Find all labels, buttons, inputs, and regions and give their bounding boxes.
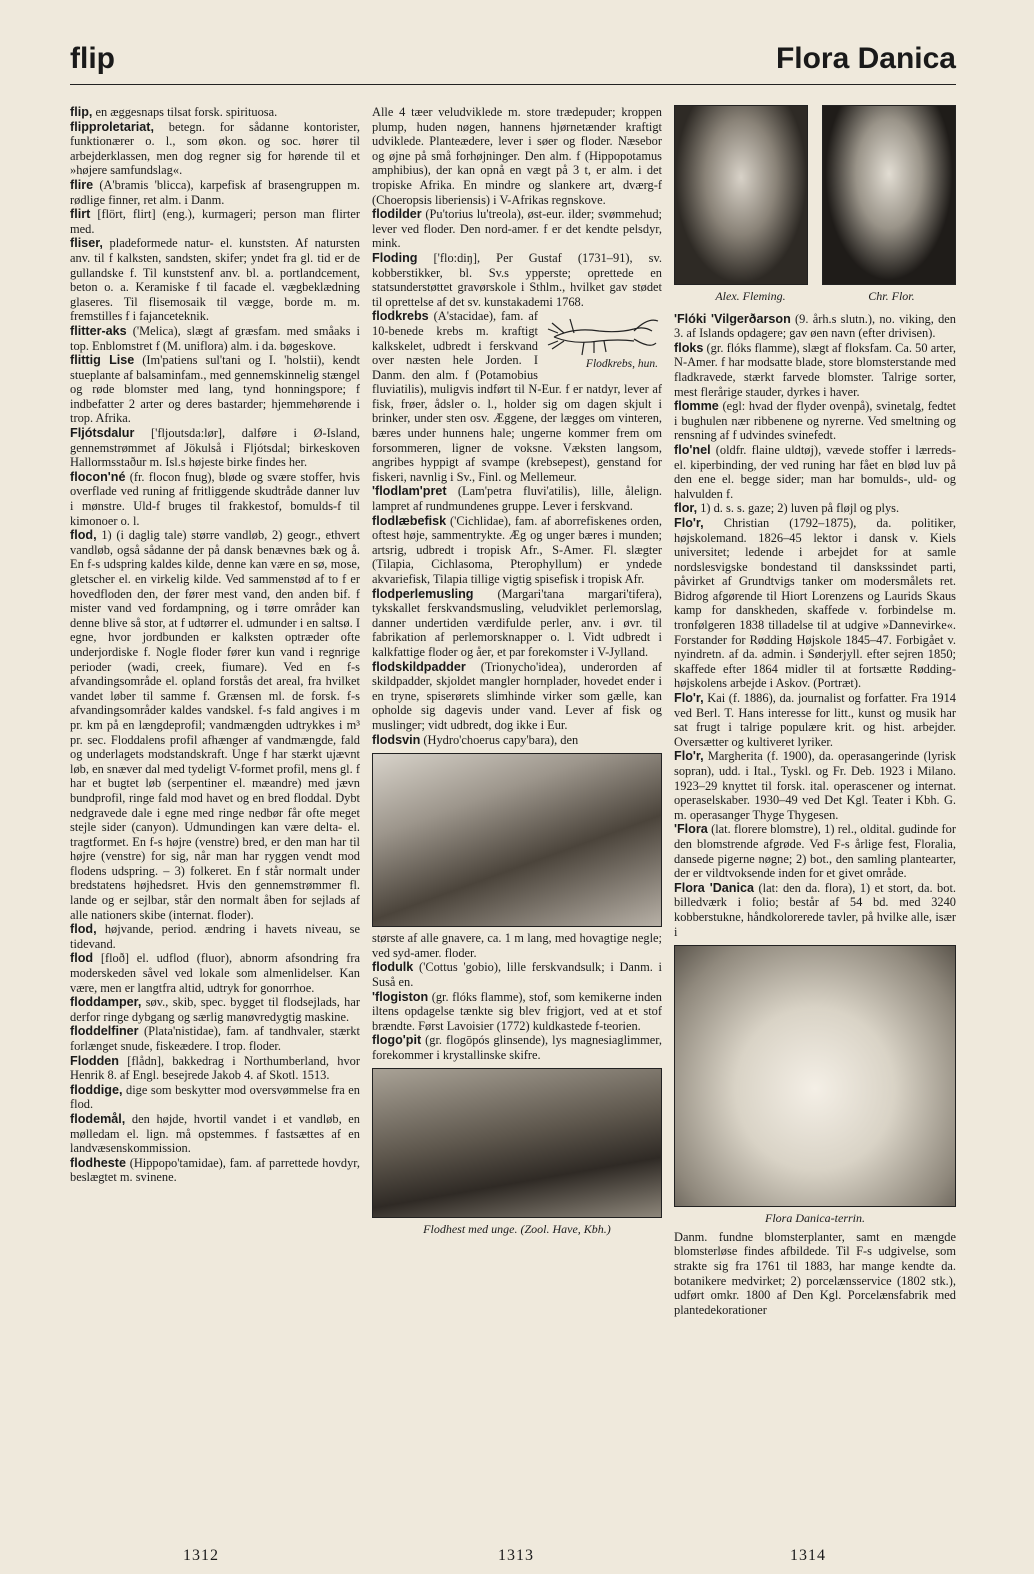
definition: Danm. fundne blomsterplanter, samt en mængde blomsterløse findes afbildede. Til F-s udgivelse, som strakte sig fra 1761 til 1883, har mange kendte da. botanikere medvirket; 2) porcelænsservice (1802 stk.), udført omkr. 1800 af Den Kgl. Porcelænsfabrik med plantedekorationer	[674, 1229, 956, 1317]
headword: 'flogiston	[372, 989, 429, 1004]
definition: (lat. florere blomstre), 1) rel., oldital. gudinde for den blomstrende afgrøde. Ved F-s årlige fest, Floralia, dansede pigerne nøgne; 2) bot., den samling plantearter, der er vildtvoksende inden for et givet område.	[674, 822, 956, 881]
headword: flodkrebs	[372, 309, 429, 324]
capybara-photo	[372, 753, 662, 927]
definition: pladeformede natur- el. kunststen. Af natursten anv. til f kalksten, sandsten, skifer; yndet fra gl. tid er de gullandske f. Til kunststenf anv. bl. a. portlandcement, beton o. a. Keramiske f til facade el. vægbeklædning glaseres. Til flisemosaik til vægge, borde m. m. fremstilles f i fajanceteknik.	[70, 236, 360, 324]
column-1	[70, 105, 360, 1520]
dictionary-entry	[674, 341, 956, 399]
headword: Flo'r,	[674, 515, 704, 530]
hippo-caption: Flodhest med unge. (Zool. Have, Kbh.)	[423, 1222, 611, 1237]
definition: ('Cichlidae), fam. af aborrefiskenes orden, oftest høje, sammentrykte. Æg og unger bæres i munden; artsrig, udbredt i tropisk Afr., S-Amer. Fl. slægter (Tilapia, Cichlasoma, Pterophyllum) er yndede akvariefisk, Tilapia tillige vigtig spisefisk i tropisk Afr.	[372, 513, 662, 586]
headword: flomme	[674, 399, 719, 414]
dictionary-entry	[372, 484, 662, 513]
dictionary-entry	[70, 1112, 360, 1156]
dictionary-entry	[70, 1083, 360, 1112]
running-head-left: flip	[70, 42, 115, 75]
dictionary-entry	[372, 105, 662, 207]
headword: flodperlemusling	[372, 586, 474, 601]
dictionary-entry	[70, 470, 360, 528]
headword: flirt	[70, 207, 91, 222]
portrait-fleming	[674, 105, 808, 285]
definition: [floð] el. udflod (fluor), abnorm afsondring fra moderskeden såvel ved lokale som almenlidelser. Kan være, men er langtfra altid, udtryk for gonorrhoe.	[70, 951, 360, 995]
dictionary-entry	[70, 324, 360, 353]
headword: Flodden	[70, 1053, 119, 1068]
definition: (Hydro'choerus capy'bara), den	[420, 732, 579, 747]
definition: (lat: den da. flora), 1) et stort, da. bot. billedværk i folio; består af 54 bd. med 3240 kobberstukne, håndkolorerede tavler, på hvilke alle, især i	[674, 880, 956, 939]
dictionary-entry	[70, 120, 360, 178]
definition: Kai (f. 1886), da. journalist og forfatter. Fra 1914 ved Berl. T. Hans interesse for litt., kunst og musik har sat frugt i talrige populære krit. og hist. arbejder. Oversætter og kultiveret lyriker.	[674, 691, 956, 749]
entries-col1	[70, 105, 360, 1185]
dictionary-entry	[674, 691, 956, 749]
headword: Flo'r,	[674, 749, 704, 764]
headword: flip,	[70, 105, 93, 119]
headword: flipproletariat,	[70, 119, 154, 134]
definition: (Plata'nistidae), fam. af tandhvaler, stærkt forlænget snude, fiskeædere. I trop. floder.	[70, 1024, 360, 1053]
headword: flod	[70, 951, 94, 966]
definition: ('Melica), slægt af græsfam. med småaks i top. Enblomstret f (M. uniflora) alm. i da. bøgeskove.	[70, 323, 360, 353]
dictionary-entry	[70, 105, 360, 120]
dictionary-entry	[372, 960, 662, 989]
dictionary-entry	[674, 749, 956, 822]
dictionary-entry	[674, 822, 956, 880]
caption-flor: Chr. Flor.	[868, 289, 915, 303]
headword: flo'nel	[674, 442, 711, 457]
definition: (A'stacidae), fam. af 10-benede krebs m. kraftigt kalkskelet, udbredt i ferskvand over næsten hele Jorden. I Danm. den alm. f (Potamobius fluviatilis), muligvis indført til N-Eur. f er natdyr, lever af fisk, frøer, ådsler o. l., holder sig om dagen skjult i brinker, under sten osv. Æggene, der lægges om vinteren, bæres under hunnens hale; ungerne kommer frem om forsommeren, ligner de voksne. Væksten langsom, angribes hyppigt af svampe (krebsepest), genstand for fiskeri, navnlig i Sv., Finl. og Mellemeur.	[372, 309, 662, 484]
dictionary-entry	[674, 881, 956, 939]
headword: flodlæbefisk	[372, 513, 447, 528]
headword: flodilder	[372, 207, 422, 222]
dictionary-entry	[372, 660, 662, 733]
definition: den højde, hvortil vandet i et vandløb, en mølledam el. lign. må opstemmes. f fastsættes af en landvæsenskommission.	[70, 1111, 360, 1156]
definition: (gr. flóks flamme), slægt af floksfam. Ca. 50 arter, N-Amer. f har modsatte blade, store blomsterstande med fladkravede, stærkt farvede blomster. Talrige sorter, mest flerårige stauder, dyrkes i haver.	[674, 340, 956, 399]
headword: 'Flóki 'Vilgerðarson	[674, 311, 791, 326]
definition: Christian (1792–1875), da. politiker, højskolemand. 1826–45 lektor i dansk v. Kiels universitet; ledende i arbejdet for at samle nordslesvigske bondestand til danskssindet parti, påvirket af Grundtvigs tanker om modersmålets ret. Bidrog afgørende til Hiort Lorenzens og Laurids Skaus kamp for danskheden, skaffede v. forbindelse m. tronfølgeren 1838 tilladelse til at udgive »Dannevirke«. Forstander for Rødding Højskole 1845–47. Forbigået v. nyindretn. af da. admin. i Sønderjyll. efter sejren 1850; skaffede efter 1864 midler til at fortsætte Rødding-højskolens arbejde i Askov. (Portræt).	[674, 515, 956, 691]
headword: floddelfiner	[70, 1024, 139, 1039]
folio-1312: 1312	[183, 1547, 219, 1564]
headword: Floding	[372, 250, 418, 265]
definition: (9. årh.s slutn.), no. viking, den 3. af Islands opdagere; gav øen navn (efter drivisen).	[674, 311, 956, 341]
crayfish-caption: Flodkrebs, hun.	[585, 357, 658, 370]
caption-fleming: Alex. Fleming.	[715, 289, 786, 303]
folio-1313: 1313	[498, 1547, 534, 1564]
terrin-photo	[674, 945, 956, 1207]
dictionary-entry	[70, 207, 360, 236]
dictionary-entry	[70, 1024, 360, 1053]
definition: ['flo:diŋ], Per Gustaf (1731–91), sv. kobberstikker, bl. Sv.s ypperste; oprettede en statsunderstøttet gravørskole i Sthlm., hvilket gav stødet til oprettelse af det sv. kunstakademi 1768.	[372, 250, 662, 309]
dictionary-entry	[70, 236, 360, 324]
headword: flodheste	[70, 1155, 126, 1170]
folio-1314: 1314	[790, 1547, 826, 1564]
definition: (egl: hvad der flyder ovenpå), svinetalg, fedtet i bughulen nær ribbenene og nyrerne. Ved smeltning og rensning af f udvindes svinefedt.	[674, 399, 956, 443]
portrait-flor	[822, 105, 956, 285]
dictionary-entry	[70, 528, 360, 922]
definition: Margherita (f. 1900), da. operasangerinde (lyrisk sopran), udd. i Ital., Tyskl. og Fr. Deb. 1923 i Milano. 1923–29 knyttet til forsk. ital. operascener og internat. operaselskaber. 1930–49 ved Det Kgl. Teater i Kbh. G. m. operasanger Thyge Thygesen.	[674, 749, 956, 822]
dictionary-entry	[372, 207, 662, 251]
headword: flitter-aks	[70, 323, 127, 338]
dictionary-entry	[70, 178, 360, 207]
crayfish-illustration	[544, 309, 662, 371]
dictionary-entry	[372, 990, 662, 1034]
headword: flire	[70, 177, 94, 192]
dictionary-entry	[674, 1230, 956, 1318]
definition: betegn. for sådanne kontorister, funktionærer o. l., som økon. og soc. hører til arbejderklassen, men dog regner sig for hørende til et »højere samfundslag«.	[70, 119, 360, 178]
definition: (Trionycho'idea), underorden af skildpadder, skjoldet mangler hornplader, hovedet ender i en tryne, spiserørets slimhinde virker som gælle, kan opholde sig dagevis under vand. Lever af fisk og muslinger; vidt udbredt, dog ikke i Eur.	[372, 659, 662, 732]
column-3	[674, 105, 956, 1520]
headword: flittig Lise	[70, 353, 135, 368]
portrait-captions	[674, 289, 956, 304]
hippo-photo	[372, 1068, 662, 1218]
headword: floks	[674, 340, 704, 355]
definition: [flört, flirt] (eng.), kurmageri; person man flirter med.	[70, 207, 360, 236]
headword: flodskildpadder	[372, 659, 466, 674]
dictionary-entry	[372, 1033, 662, 1062]
headword: flodulk	[372, 960, 414, 975]
definition: en æggesnaps tilsat forsk. spirituosa.	[92, 105, 278, 119]
definition: største af alle gnavere, ca. 1 m lang, med hovagtige negle; ved syd-amer. floder.	[372, 931, 662, 960]
definition: højvande, period. ændring i havets niveau, se tidevand.	[70, 922, 360, 951]
definition: (oldfr. flaine uldtøj), vævede stoffer i lærreds- el. kiperbinding, der ved runing har fået en blød luv på den ene el. begge sider; man har bomulds-, uld- og halvulden f.	[674, 442, 956, 501]
definition: (gr. flóks flamme), stof, som kemikerne inden iltens opdagelse tænkte sig blev frigjort, ved at et stof brændte. Først Lavoisier (1772) kuldkastede f-teorien.	[372, 989, 662, 1033]
definition: (Margari'tana margari'tifera), tykskallet ferskvandsmusling, veludviklet perlemorslag, danner undertiden værdifulde perler, anv. i øvr. til fabrikation af perlemorsknapper o. l. Vidt udbredt i kalkfattige floder og åer, et par forekomster i V-Jylland.	[372, 586, 662, 659]
definition: (gr. flogōpós glinsende), lys magnesiaglimmer, forekommer i krystallinske skifre.	[372, 1033, 662, 1062]
dictionary-entry	[70, 426, 360, 470]
definition: [flådn], bakkedrag i Northumberland, hvor Henrik 8. af Engl. besejrede Jakob 4. af Skotl. 1513.	[70, 1053, 360, 1083]
dictionary-entry	[70, 995, 360, 1024]
headword: flodsvin	[372, 732, 421, 747]
definition: 1) d. s. s. gaze; 2) luven på fløjl og plys.	[697, 501, 900, 516]
headword: flor,	[674, 501, 698, 516]
headword: Flora 'Danica	[674, 880, 754, 895]
dictionary-entry	[372, 733, 662, 748]
dictionary-entry	[372, 309, 662, 484]
definition: ['fljoutsda:lør], dalføre i Ø-Island, gennemstrømmet af Jökulså i Fljótsdal; birkeskoven Hallormsstaður m. Isl.s højeste birke findes her.	[70, 426, 360, 470]
headword: Fljótsdalur	[70, 426, 135, 441]
dictionary-entry	[674, 501, 956, 516]
dictionary-entry	[70, 1156, 360, 1185]
dictionary-entry	[372, 931, 662, 960]
portraits	[674, 105, 956, 285]
definition: (Pu'torius lu'treola), øst-eur. ilder; svømmehud; lever ved floder. Den nord-amer. f er det kendte pelsdyr, mink.	[372, 207, 662, 251]
headword: Flo'r,	[674, 691, 704, 706]
definition: 1) (i daglig tale) større vandløb, 2) geogr., ethvert vandløb, også sådanne der på dansk benævnes bæk og å. En f-s udspring kaldes kilde, denne kan være en sø, mose, gletscher el. en virkelig kilde. Ved sammenstød af to f er hovedfloden den, der fører mest vand, den anden bif. f mister vand ved fordampning, og i tørre områder kan denne blive så stor, at f udtørrer el. udmunder i en saltsø. I egne, hvor jordbunden er kalksten optræder ofte underjordiske f. Nogle floder fører kun vand i regnrige perioder (wadi, creek, fiumare). Ved en f-s afvandingsområde el. opland forstås det areal, fra hvilket vandet løber til samme f. Grænsen ml. de forsk. f-s afvandingsområder kaldes vandskel. f-s fald angives i m pr. km på en længdeprofil; vandmængden udtrykkes i m³ pr. sec. Floddalens profil afhænger af vandmængde, fald og underlagets modstandskraft. Unge f har stærkt ujævnt løb, en snæver dal med tydeligt V-formet profil, mens gl. f har et bugtet løb (serpentiner el. mæandre) med jævn bundprofil, ringe fald mod havet og en bred floddal. Dybt nedgravede dale i egne med ringe nedbør får ofte meget stejle sider (canyon). Udmundingen kan være delta- el. tragtformet. En f-s højre (venstre) bred, er den man har til højre (venstre) for sig, når man har ryggen vendt mod flodens udspring. – 3) folkeret. En f står normalt under bredstatens højhedsret. Hvis den gennemstrømmer fl. lande og er sejlbar, står den normalt åben for sejlads af alle nationers skibe (internat. floder).	[70, 528, 360, 922]
headword: floddige,	[70, 1082, 123, 1097]
definition: (A'bramis 'blicca), karpefisk af brasengruppen m. rødlige finner, ret alm. i Danm.	[70, 177, 360, 207]
dictionary-entry	[674, 443, 956, 501]
headword: 'flodlam'pret	[372, 484, 447, 499]
headword: flogo'pit	[372, 1033, 422, 1048]
column-2	[372, 105, 662, 1520]
dictionary-entry	[674, 312, 956, 341]
definition: søv., skib, spec. bygget til flodsejlads, har derfor ringe dybgang og særlig manøvredygtig maskine.	[70, 995, 360, 1024]
dictionary-entry	[372, 251, 662, 309]
dictionary-entry	[70, 951, 360, 995]
entries-col3b	[674, 1230, 956, 1318]
definition: (Hippopo'tamidae), fam. af parrettede hovdyr, beslægtet m. svinene.	[70, 1155, 360, 1185]
dictionary-entry	[70, 922, 360, 951]
headword: 'Flora	[674, 822, 708, 837]
headword: flod,	[70, 922, 97, 937]
dictionary-entry	[70, 1054, 360, 1083]
dictionary-entry	[674, 399, 956, 443]
headword: flod,	[70, 528, 97, 543]
definition: (Lam'petra fluvi'atilis), lille, ålelign. lampret af rundmundenes gruppe. Lever i ferskvand.	[372, 484, 662, 514]
definition: ('Cottus 'gobio), lille ferskvandsulk; i Danm. i Suså en.	[372, 960, 662, 989]
dictionary-entry	[372, 587, 662, 660]
entries-col2b	[372, 931, 662, 1062]
headword: fliser,	[70, 236, 103, 251]
headword: flocon'né	[70, 469, 126, 484]
headword: flodemål,	[70, 1111, 126, 1126]
running-head-right: Flora Danica	[775, 42, 956, 75]
entries-col2a	[372, 105, 662, 747]
header-rule	[70, 84, 956, 85]
definition: dige som beskytter mod oversvømmelse fra en flod.	[70, 1082, 360, 1112]
dictionary-entry	[70, 353, 360, 426]
dictionary-entry	[674, 516, 956, 691]
entries-col3a	[674, 312, 956, 940]
terrin-caption: Flora Danica-terrin.	[765, 1211, 865, 1226]
dictionary-entry	[372, 514, 662, 587]
definition: Alle 4 tæer veludviklede m. store trædepuder; kroppen plump, huden nøgen, hannens hjørnetænder kraftigt udviklede. Planteædere, lever i søer og floder. Næsebor og øjne på små forhøjninger. Den alm. f (Hippopotamus amphibius), der kan opnå en vægt på 3 t, er alm. i det tropiske Afrika. En mindre og slankere art, dværg-f (Choeropsis liberiensis) i V-Afrikas regnskove.	[372, 105, 662, 207]
headword: floddamper,	[70, 995, 142, 1010]
definition: (Im'patiens sul'tani og I. 'holstii), kendt stueplante af balsaminfam., med gennemskinnelig stængel og røde blomster med lang, tynd honningspore; f indbefatter 2 arter og deres bastarder; hjemmehørende i trop. Afrika.	[70, 353, 360, 426]
definition: (fr. flocon fnug), bløde og svære stoffer, hvis overflade ved runing af fritliggende skudtråde danner luv i mønstre. Uld-f bruges til frakkestof, bomulds-f til kimonoer o. l.	[70, 469, 360, 528]
